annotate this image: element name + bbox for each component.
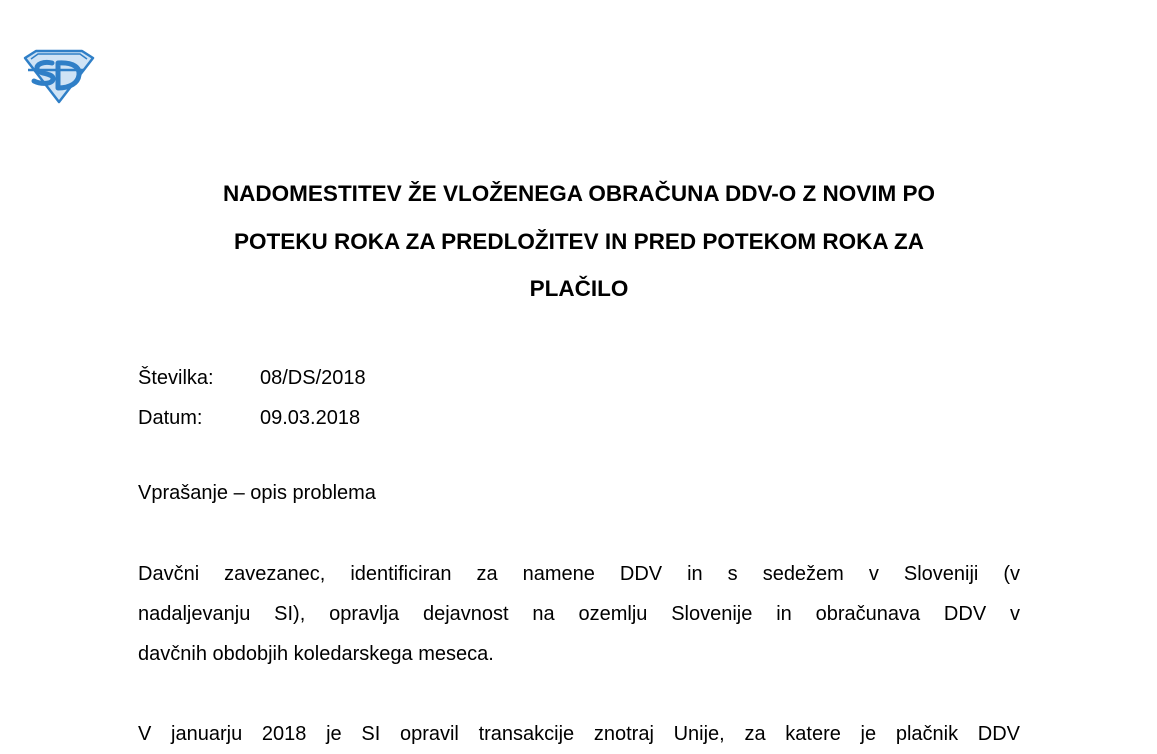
section-heading: Vprašanje – opis problema <box>138 482 376 504</box>
number-row <box>138 358 366 398</box>
date-value: 09.03.2018 <box>260 407 361 429</box>
title-line-1: NADOMESTITEV ŽE VLOŽENEGA OBRAČUNA DDV-O Z NOVIM PO <box>222 181 936 206</box>
title-line-2: POTEKU ROKA ZA PREDLOŽITEV IN PRED POTEKOM ROKA ZA <box>233 228 925 254</box>
paragraph-2-line-1: V januarju 2018 je SI opravil transakcije znotraj Unije, za katere je plačnik DDV <box>138 723 1020 745</box>
number-label: Številka: <box>138 367 214 389</box>
paragraph-1-line-2: nadaljevanju SI), opravlja dejavnost na ozemlju Slovenije in obračunava DDV v <box>138 603 1020 625</box>
title-line-3: PLAČILO <box>529 276 629 301</box>
paragraph-1 <box>138 554 1020 674</box>
paragraph-1-line-1: Davčni zavezanec, identificiran za namene DDV in s sedežem v Sloveniji (v <box>138 563 1020 585</box>
number-value: 08/DS/2018 <box>260 367 366 389</box>
company-logo <box>22 48 96 104</box>
paragraph-1-line-3: davčnih obdobjih koledarskega meseca. <box>138 643 494 665</box>
paragraph-2 <box>138 714 1020 754</box>
document-meta <box>138 358 366 438</box>
document-title <box>138 170 1020 313</box>
date-row <box>138 398 366 438</box>
date-label: Datum: <box>138 407 203 429</box>
